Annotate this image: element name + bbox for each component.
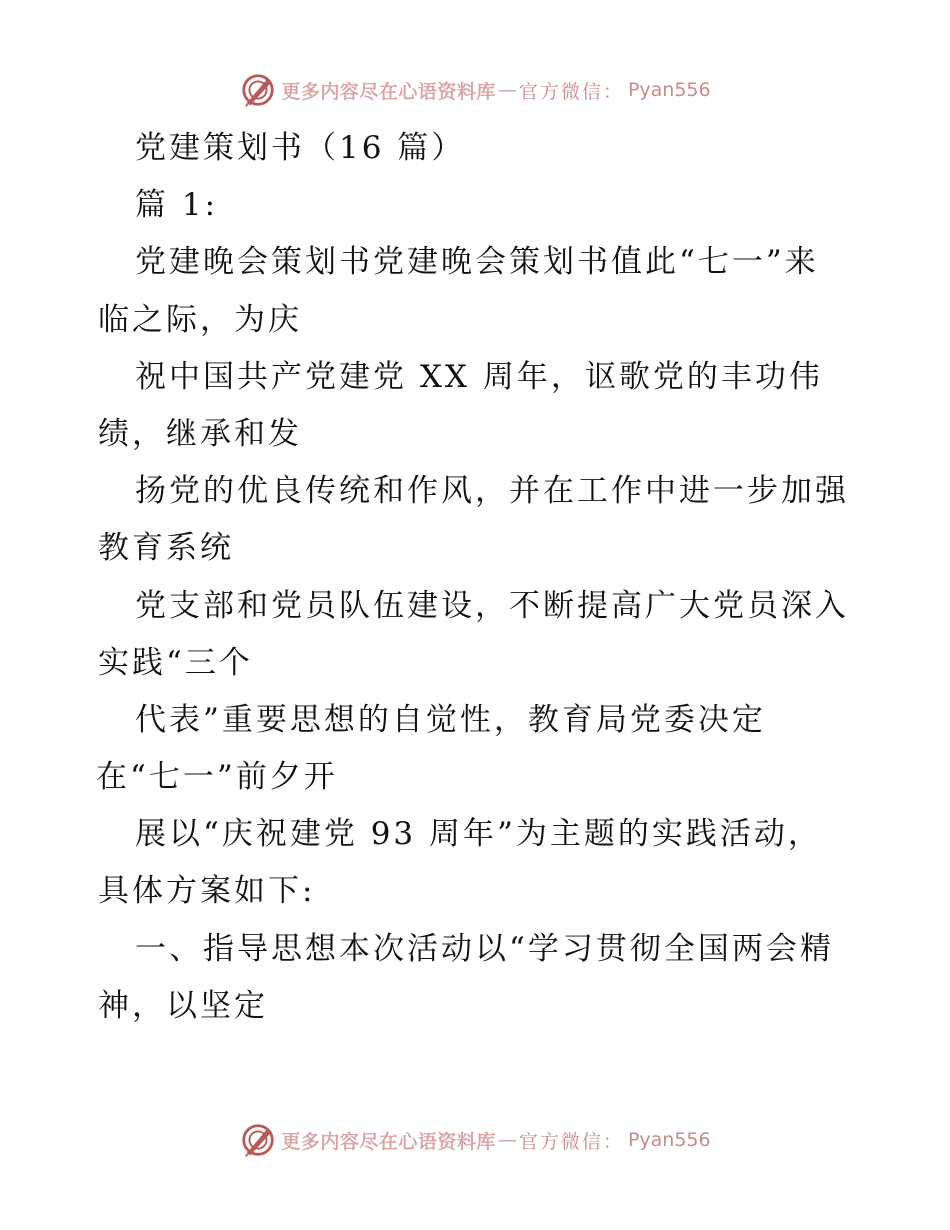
banner-dash: — bbox=[497, 1129, 517, 1151]
banner-main-text: 更多内容尽在心语资料库 bbox=[281, 1130, 496, 1153]
footer-watermark-banner bbox=[0, 1118, 950, 1162]
pen-logo-icon bbox=[239, 71, 277, 109]
paragraph-line: 实践“三个 bbox=[98, 644, 253, 681]
paragraph-line: 党建晚会策划书党建晚会策划书值此“七一”来 bbox=[135, 244, 819, 281]
document-title: 党建策划书（16 篇） bbox=[135, 130, 466, 166]
header-watermark-banner bbox=[0, 68, 950, 112]
paragraph-line: 祝中国共产党建党 XX 周年，讴歌党的丰功伟 bbox=[135, 358, 823, 395]
banner-wechat-label: 官方微信： bbox=[518, 80, 624, 103]
paragraph-line: 绩，继承和发 bbox=[98, 415, 302, 452]
paragraph-line: 代表”重要思想的自觉性，教育局党委决定 bbox=[135, 701, 766, 738]
banner-wechat-id: Pyan556 bbox=[627, 1129, 711, 1151]
banner-dash: — bbox=[497, 79, 517, 101]
paragraph-line: 临之际，为庆 bbox=[98, 301, 302, 338]
banner-main-text: 更多内容尽在心语资料库 bbox=[281, 80, 496, 103]
paragraph-line: 具体方案如下: bbox=[98, 873, 316, 910]
section-heading: 篇 1: bbox=[135, 187, 219, 224]
paragraph-line: 在“七一”前夕开 bbox=[96, 759, 338, 796]
paragraph-line: 展以“庆祝建党 93 周年”为主题的实践活动， bbox=[135, 816, 822, 853]
paragraph-line: 神，以坚定 bbox=[98, 987, 268, 1024]
paragraph-line: 党支部和党员队伍建设，不断提高广大党员深入 bbox=[135, 587, 849, 624]
paragraph-line: 一、指导思想本次活动以“学习贯彻全国两会精 bbox=[135, 930, 834, 967]
paragraph-line: 扬党的优良传统和作风，并在工作中进一步加强 bbox=[135, 473, 849, 510]
paragraph-line: 教育系统 bbox=[98, 530, 234, 567]
banner-wechat-id: Pyan556 bbox=[627, 79, 711, 101]
document-body bbox=[98, 120, 858, 1035]
banner-wechat-label: 官方微信： bbox=[518, 1130, 624, 1153]
pen-logo-icon bbox=[239, 1121, 277, 1159]
